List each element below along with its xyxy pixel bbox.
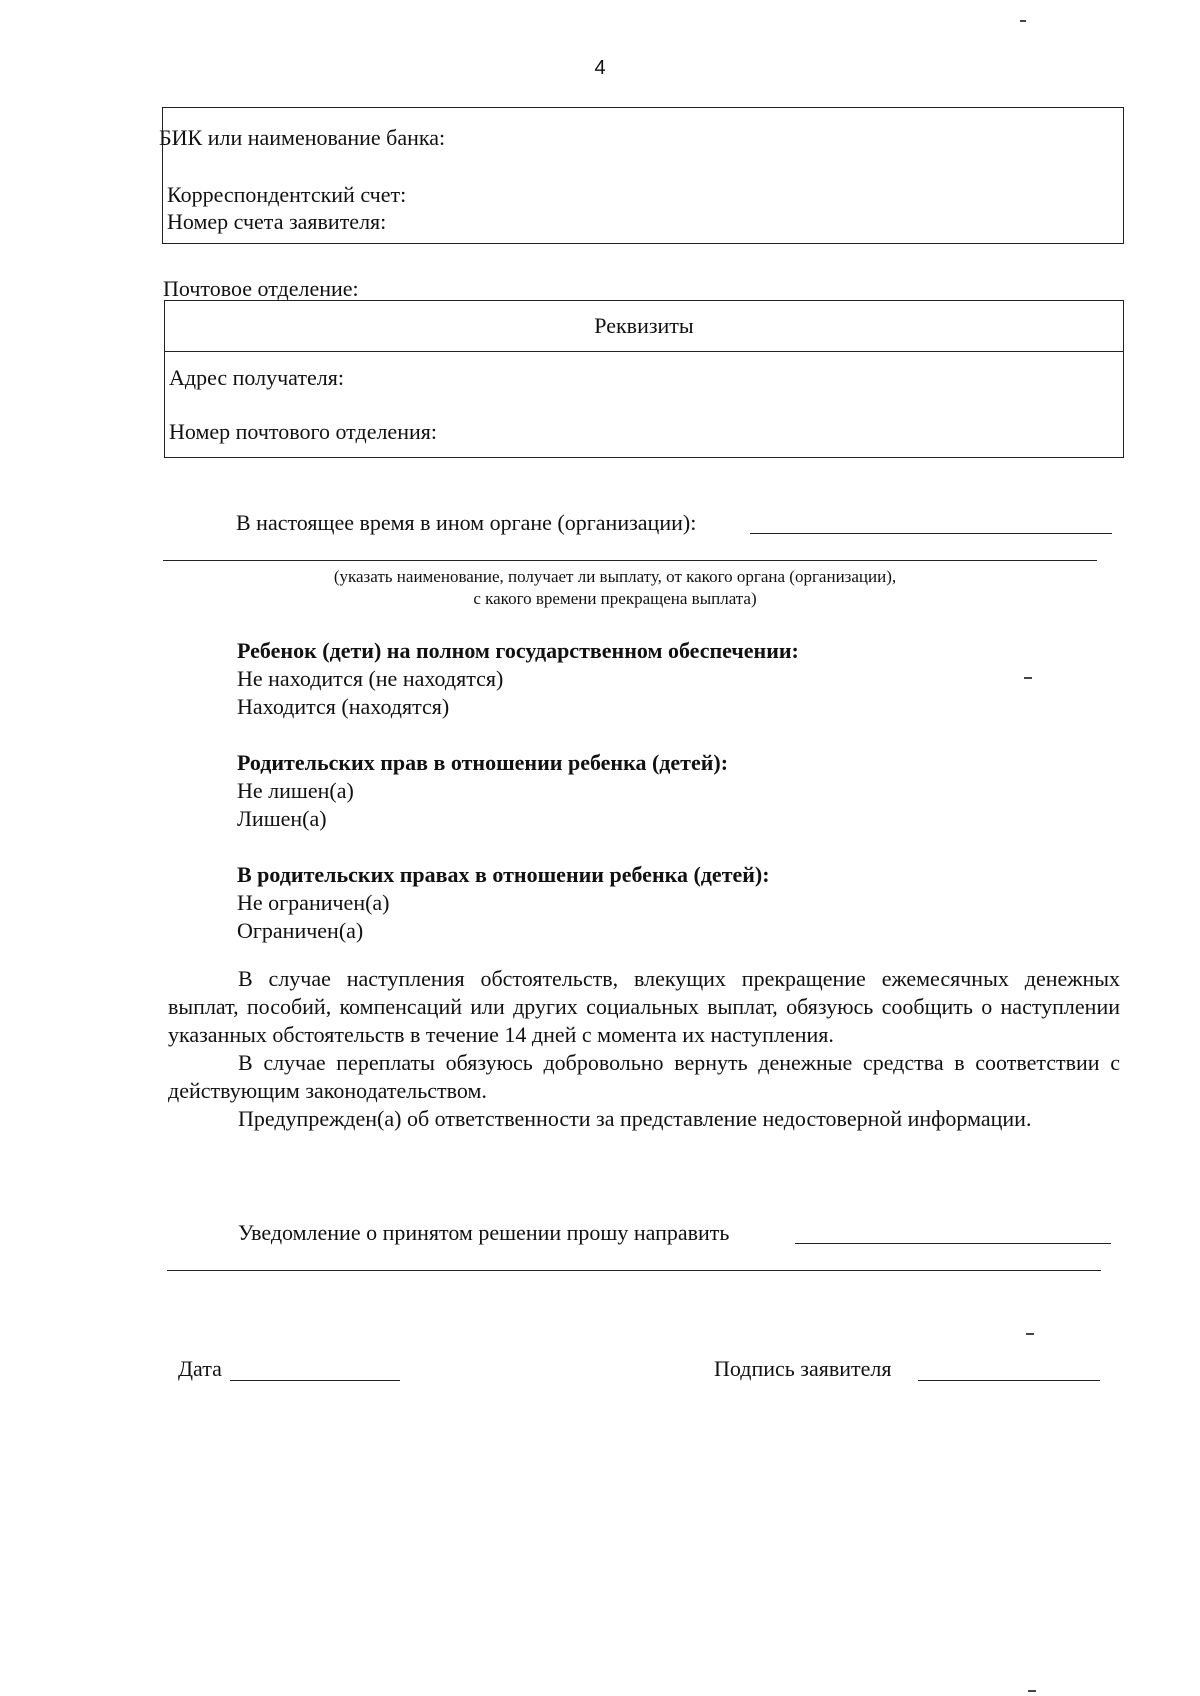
notification-input-line[interactable] [795,1243,1111,1244]
date-label: Дата [178,1356,222,1381]
corr-account-label: Корреспондентский счет: [167,182,407,207]
state-support-option-yes[interactable]: Находится (находятся) [237,694,450,719]
signature-input-line[interactable] [918,1380,1100,1381]
rights-limits-heading: В родительских правах в отношении ребенка (детей): [237,862,770,887]
obligations-text [168,965,1120,1133]
recipient-address-label: Адрес получателя: [169,365,344,390]
bik-label: БИК или наименование банка: [159,125,446,150]
other-org-note-line1: (указать наименование, получает ли выплату, от какого органа (организации), [333,567,897,586]
notification-second-line[interactable] [167,1270,1101,1271]
rights-limits-option-yes[interactable]: Ограничен(а) [237,918,364,943]
scan-mark [1026,1333,1034,1335]
other-org-note-line2: с какого времени прекращена выплата) [473,589,757,608]
bank-details-box [159,107,1124,244]
signature-label: Подпись заявителя [714,1356,892,1381]
post-office-table [164,300,1124,458]
date-input-line[interactable] [230,1380,400,1381]
post-office-number-label: Номер почтового отделения: [169,419,437,444]
obligation-paragraph-1: В случае наступления обстоятельств, влекущих прекращение ежемесячных денежных выплат, пособий, компенсаций или других социальных выплат, обязуюсь сообщить о наступлении указанных обстоятельств в течение 14 дней с момента их наступления. [168,966,1120,1047]
other-org-label: В настоящее время в ином органе (организации): [236,510,697,535]
account-number-label: Номер счета заявителя: [167,209,387,234]
parental-rights-option-not[interactable]: Не лишен(а) [237,778,354,803]
notification-label: Уведомление о принятом решении прошу направить [238,1220,730,1245]
parental-rights-heading: Родительских прав в отношении ребенка (детей): [237,750,729,775]
state-support-heading: Ребенок (дети) на полном государственном обеспечении: [237,638,799,663]
obligation-paragraph-3: Предупрежден(а) об ответственности за представление недостоверной информации. [238,1106,1032,1131]
other-org-second-line[interactable] [163,560,1097,561]
scan-mark [1024,677,1032,679]
scan-mark [1028,1690,1036,1692]
obligation-paragraph-2: В случае переплаты обязуюсь добровольно вернуть денежные средства в соответствии с действующим законодательством. [168,1050,1120,1103]
page-number: 4 [594,57,606,79]
parental-rights-option-yes[interactable]: Лишен(а) [237,806,327,831]
other-org-input-line[interactable] [750,533,1112,534]
post-office-label: Почтовое отделение: [163,276,359,301]
requisites-header: Реквизиты [165,301,1123,352]
scan-mark [1020,20,1026,22]
state-support-option-not[interactable]: Не находится (не находятся) [237,666,504,691]
rights-limits-option-not[interactable]: Не ограничен(а) [237,890,390,915]
